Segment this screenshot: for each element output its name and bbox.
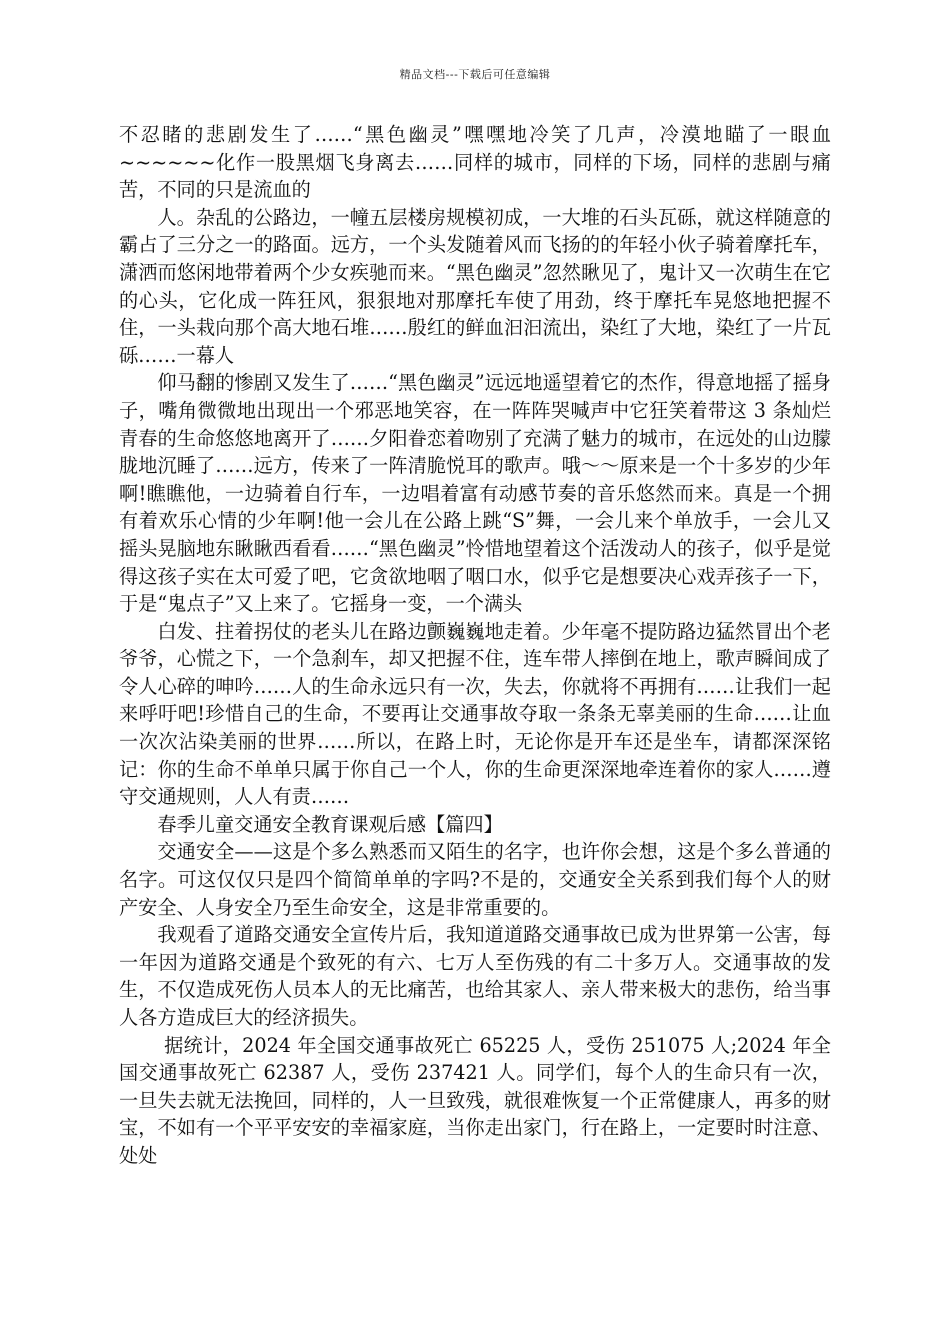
paragraph-5: 交通安全——这是个多么熟悉而又陌生的名字，也许你会想，这是个多么普通的名字。可这仅仅只是四个简简单单的字吗?不是的，交通安全关系到我们每个人的财产安全、人身安全乃至生命安全，这是非常重要的。 xyxy=(119,840,831,919)
paragraph-1: 不忍睹的悲剧发生了……“黑色幽灵”嘿嘿地冷笑了几声，冷漠地瞄了一眼血~~~~~~化作一股黑烟飞身离去……同样的城市，同样的下场，同样的悲剧与痛苦，不同的只是流血的 xyxy=(119,123,831,202)
paragraph-6: 我观看了道路交通安全宣传片后，我知道道路交通事故已成为世界第一公害，每一年因为道路交通是个致死的有六、七万人至伤残的有二十多万人。交通事故的发生，不仅造成死伤人员本人的无比痛苦，也给其家人、亲人带来极大的悲伤，给当事人各方造成巨大的经济损失。 xyxy=(119,923,831,1029)
page-header: 精品文档---下载后可任意编辑 xyxy=(399,68,551,81)
paragraph-2: 人。杂乱的公路边，一幢五层楼房规模初成，一大堆的石头瓦砾，就这样随意的霸占了三分之一的路面。远方，一个头发随着风而飞扬的的年轻小伙子骑着摩托车，潇洒而悠闲地带着两个少女疾驰而来。“黑色幽灵”忽然瞅见了，鬼计又一次萌生在它的心头，它化成一阵狂风，狠狠地对那摩托车使了用劲，终于摩托车晃悠地把握不住，一头栽向那个高大地石堆……殷红的鲜血汩汩流出，染红了大地，染红了一片瓦砾……一幕人 xyxy=(119,205,831,367)
paragraph-4: 白发、拄着拐仗的老头儿在路边颤巍巍地走着。少年毫不提防路边猛然冒出个老爷爷，心慌之下，一个急刹车，却又把握不住，连车带人摔倒在地上，歌声瞬间成了令人心碎的呻吟……人的生命永远只有一次，失去，你就将不再拥有……让我们一起来呼吁吧!珍惜自己的生命，不要再让交通事故夺取一条条无辜美丽的生命……让血一次次沾染美丽的世界……所以，在路上时，无论你是开车还是坐车，请都深深铭记：你的生命不单单只属于你自己一个人，你的生命更深深地牵连着你的家人……遵守交通规则，人人有责…… xyxy=(119,619,831,809)
paragraph-3: 仰马翻的惨剧又发生了……“黑色幽灵”远远地遥望着它的杰作，得意地摇了摇身子，嘴角微微地出现出一个邪恶地笑容，在一阵阵哭喊声中它狂笑着带这 3 条灿烂青春的生命悠悠地离开了……夕阳眷恋着吻别了充满了魅力的城市，在远处的山边朦胧地沉睡了……远方，传来了一阵清脆悦耳的歌声。哦～～原来是一个十多岁的少年啊!瞧瞧他，一边骑着自行车，一边唱着富有动感节奏的音乐悠然而来。真是一个拥有着欢乐心情的少年啊!他一会儿在公路上跳“S”舞，一会儿来个单放手，一会儿又摇头晃脑地东瞅瞅西看看……“黑色幽灵”怜惜地望着这个活泼动人的孩子，似乎是觉得这孩子实在太可爱了吧，它贪欲地咽了咽口水，似乎它是想要决心戏弄孩子一下，于是“鬼点子”又上来了。它摇身一变，一个满头 xyxy=(119,371,831,616)
section-heading: 春季儿童交通安全教育课观后感【篇四】 xyxy=(157,812,503,836)
document-body xyxy=(119,121,831,1170)
paragraph-7: 据统计，2024 年全国交通事故死亡 65225 人，受伤 251075 人;2024 年全国交通事故死亡 62387 人，受伤 237421 人。同学们，每个人的生命只有一次，一旦失去就无法挽回，同样的，人一旦致残，就很难恢复一个正常健康人，再多的财宝，不如有一个平平安安的幸福家庭，当你走出家门，行在路上，一定要时时注意、处处 xyxy=(119,1033,831,1167)
